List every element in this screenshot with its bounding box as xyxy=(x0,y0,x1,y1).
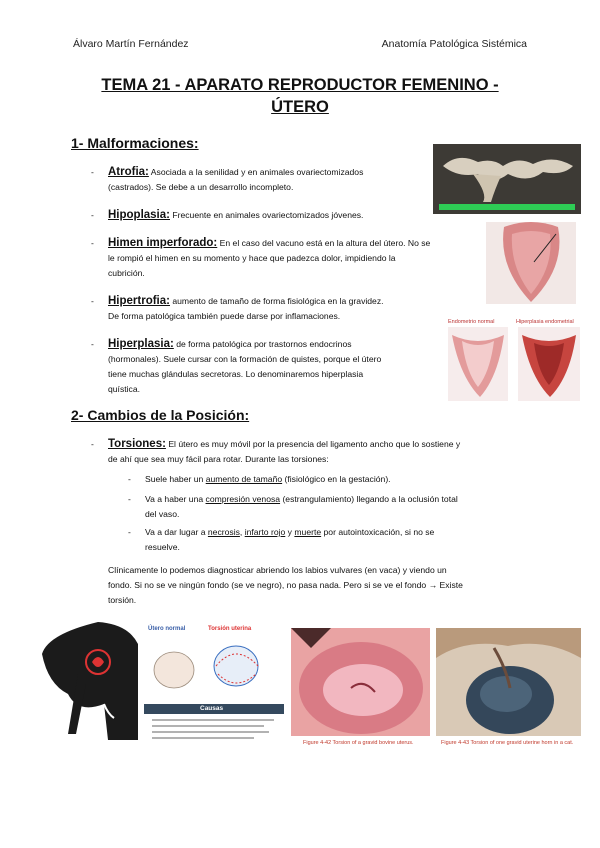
page-title xyxy=(60,74,540,118)
atrophic-uterus-photo xyxy=(433,144,581,214)
endometrial-hyperplasia-figure xyxy=(446,317,582,403)
cow-torsion-diagram xyxy=(38,614,142,740)
diagnosis-paragraph: Clínicamente lo podemos diagnosticar abriendo los labios vulvares (en vaca) y viendo un fondo. Si no se ve ningún fondo (se ve negro), no pasa nada. Pero si se ve el fondo → Existe torsión. xyxy=(108,565,463,605)
figure-caption-2: Figure 4-43 Torsion of one gravid uterine horn in a cat. xyxy=(441,740,574,746)
title-line1: TEMA 21 - APARATO REPRODUCTOR FEMENINO - xyxy=(101,76,499,94)
gravid-bovine-uterus-photo xyxy=(291,628,430,736)
section2-heading: 2- Cambios de la Posición: xyxy=(71,407,250,423)
section1-heading: 1- Malformaciones: xyxy=(71,135,199,151)
figure-caption-1: Figure 4-42 Torsion of a gravid bovine uterus. xyxy=(303,740,414,746)
torsion-diagram xyxy=(144,622,284,748)
header-subject: Anatomía Patológica Sistémica xyxy=(381,38,527,50)
cat-uterine-horn-photo xyxy=(436,628,581,736)
header-author: Álvaro Martín Fernández xyxy=(73,38,189,50)
uterus-normal-label: Útero normal xyxy=(148,626,186,632)
imperforate-hymen-photo xyxy=(486,222,576,304)
endo-label-normal: Endometrio normal xyxy=(448,319,495,325)
endo-label-hyperplasia: Hiperplasia endometrial xyxy=(516,319,574,325)
title-line2: ÚTERO xyxy=(271,98,329,116)
causes-label: Causas xyxy=(200,705,224,712)
torsion-label: Torsión uterina xyxy=(208,626,252,632)
